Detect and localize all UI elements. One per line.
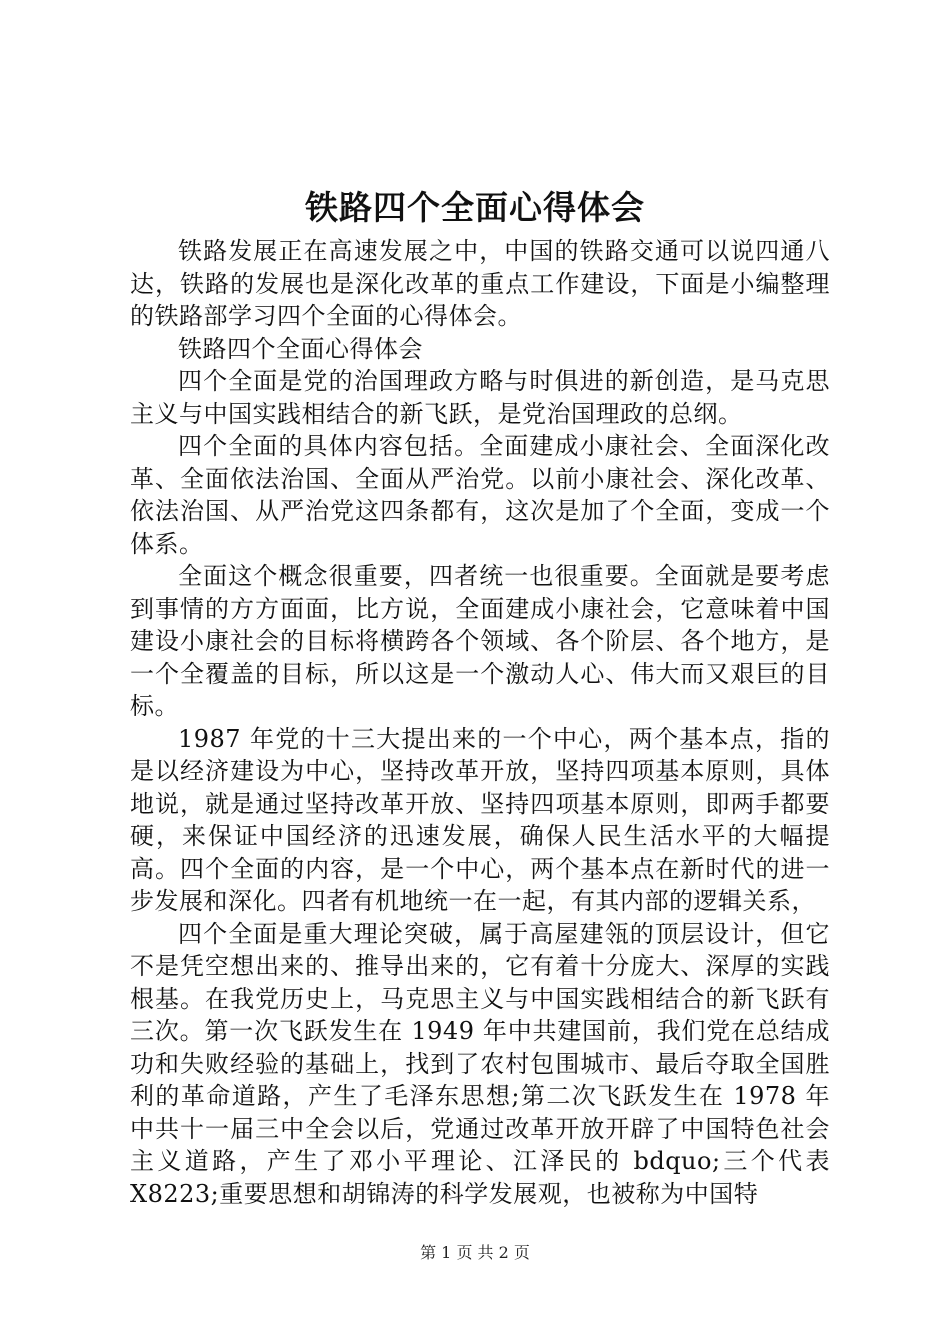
paragraph-theory: 四个全面是重大理论突破，属于高屋建瓴的顶层设计，但它不是凭空想出来的、推导出来的，它有着十分庞大、深厚的实践根基。在我党历史上，马克思主义与中国实践相结合的新飞跃有三次。第一次飞跃发生在 1949 年中共建国前，我们党在总结成功和失败经验的基础上，找到了农村包围城市、最后夺取全国胜利的革命道路，产生了毛泽东思想;第二次飞跃发生在 1978 年中共十一届三中全会以后，党通过改革开放开辟了中国特色社会主义道路，产生了邓小平理论、江泽民的 bdquo;三个代表 X8223;重要思想和胡锦涛的科学发展观，也被称为中国特 [130,919,830,1208]
document-title: 铁路四个全面心得体会 [305,188,645,227]
paragraph-1987: 1987 年党的十三大提出来的一个中心，两个基本点，指的是以经济建设为中心，坚持改革开放，坚持四项基本原则，具体地说，就是通过坚持改革开放、坚持四项基本原则，即两手都要硬，来保证中国经济的迅速发展，确保人民生活水平的大幅提高。四个全面的内容，是一个中心，两个基本点在新时代的进一步发展和深化。四者有机地统一在一起，有其内部的逻辑关系， [130,724,830,915]
paragraph-content: 四个全面的具体内容包括。全面建成小康社会、全面深化改革、全面依法治国、全面从严治党。以前小康社会、深化改革、依法治国、从严治党这四条都有，这次是加了个全面，变成一个体系。 [130,432,830,558]
paragraph-definition: 四个全面是党的治国理政方略与时俱进的新创造，是马克思主义与中国实践相结合的新飞跃，是党治国理政的总纲。 [130,367,830,428]
paragraph-comprehensive: 全面这个概念很重要，四者统一也很重要。全面就是要考虑到事情的方方面面，比方说，全面建成小康社会，它意味着中国建设小康社会的目标将横跨各个领域、各个阶层、各个地方，是一个全覆盖的目标，所以这是一个激动人心、伟大而又艰巨的目标。 [130,562,830,720]
document-body [130,235,830,1210]
page-footer: 第 1 页 共 2 页 [420,1243,530,1262]
paragraph-intro: 铁路发展正在高速发展之中，中国的铁路交通可以说四通八达，铁路的发展也是深化改革的重点工作建设，下面是小编整理的铁路部学习四个全面的心得体会。 [130,237,830,330]
paragraph-subheading: 铁路四个全面心得体会 [178,334,423,363]
